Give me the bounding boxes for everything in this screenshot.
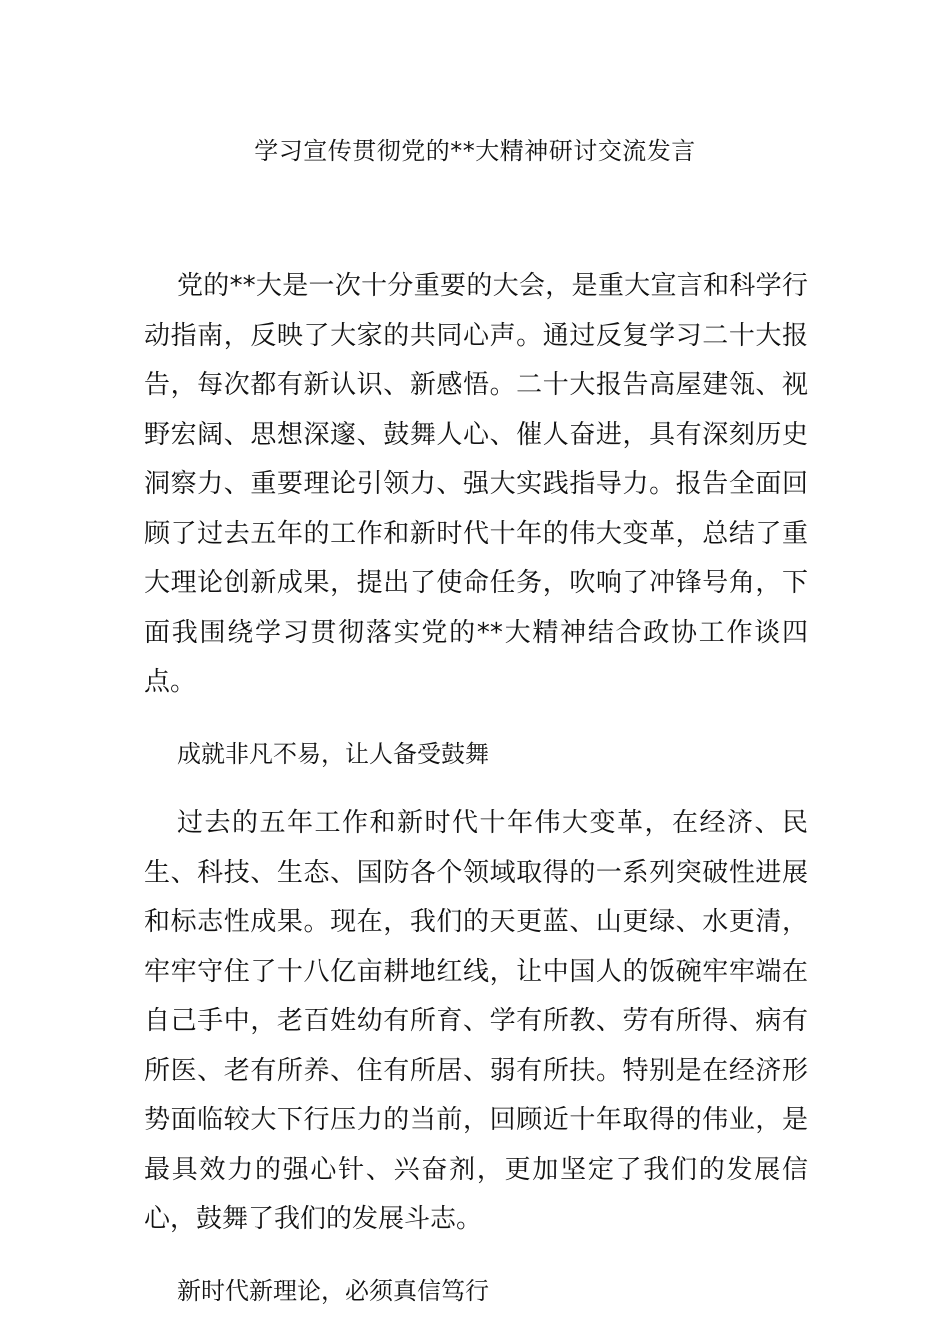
achievements-paragraph: 过去的五年工作和新时代十年伟大变革，在经济、民生、科技、生态、国防各个领域取得的一系列突破性进展和标志性成果。现在，我们的天更蓝、山更绿、水更清，牢牢守住了十八亿亩耕地红线，让中国人的饭碗牢牢端在自己手中，老百姓幼有所育、学有所教、劳有所得、病有所医、老有所养、住有所居、弱有所扶。特别是在经济形势面临较大下行压力的当前，回顾近十年取得的伟业，是最具效力的强心针、兴奋剂，更加坚定了我们的发展信心，鼓舞了我们的发展斗志。	[144, 808, 808, 1234]
section-heading-new-theory: 新时代新理论，必须真信笃行	[177, 1276, 489, 1305]
section-heading-achievements: 成就非凡不易，让人备受鼓舞	[177, 739, 489, 768]
paragraph-spacer	[144, 708, 808, 730]
document-body	[144, 262, 808, 1316]
paragraph-spacer	[144, 1245, 808, 1267]
intro-paragraph: 党的**大是一次十分重要的大会，是重大宣言和科学行动指南，反映了大家的共同心声。通过反复学习二十大报告，每次都有新认识、新感悟。二十大报告高屋建瓴、视野宏阔、思想深邃、鼓舞人心、催人奋进，具有深刻历史洞察力、重要理论引领力、强大实践指导力。报告全面回顾了过去五年的工作和新时代十年的伟大变革，总结了重大理论创新成果，提出了使命任务，吹响了冲锋号角，下面我围绕学习贯彻落实党的**大精神结合政协工作谈四点。	[144, 271, 808, 697]
paragraph-spacer	[144, 779, 808, 799]
document-title: 学习宣传贯彻党的**大精神研讨交流发言	[254, 137, 696, 165]
